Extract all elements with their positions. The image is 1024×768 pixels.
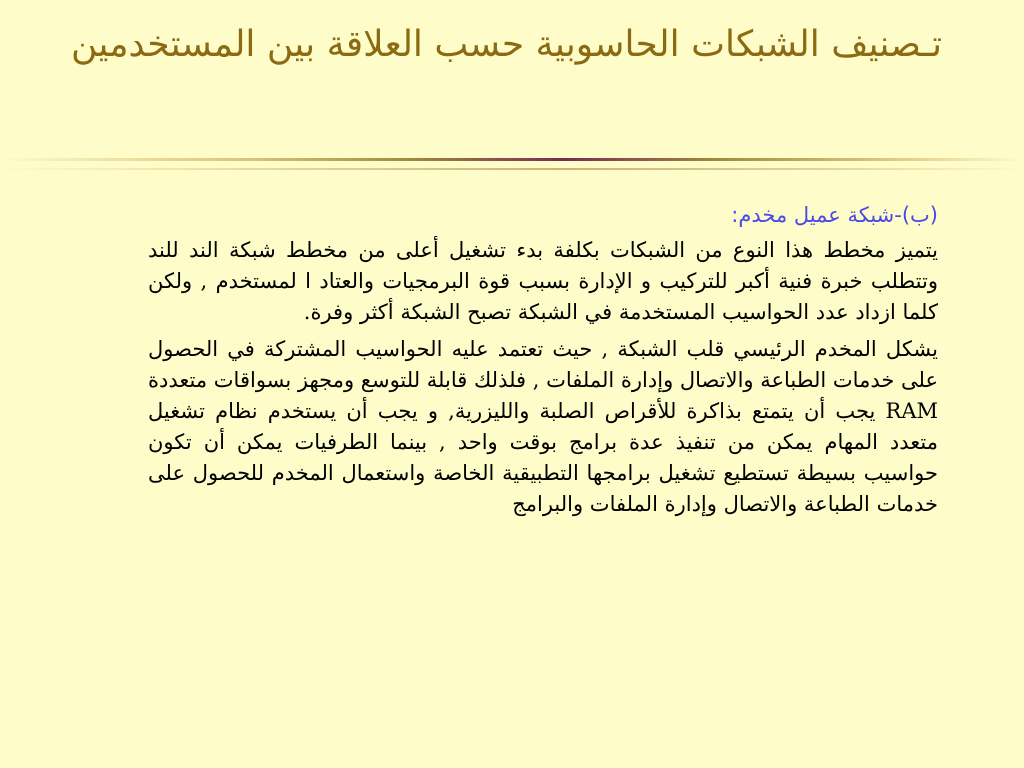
section-subheading: (ب)-شبكة عميل مخدم: <box>731 203 938 227</box>
paragraph-server: يشكل المخدم الرئيسي قلب الشبكة , حيث تعتمد عليه الحواسيب المشتركة في الحصول على خدمات الطباعة والاتصال وإدارة الملفات , فلذلك قابلة للتوسع ومجهز بسواقات متعددة RAM يجب أن يتمتع بذاكرة للأقراص الصلبة والليزرية, و يجب أن يستخدم نظام تشغيل متعدد المهام يمكن من تنفيذ عدة برامج بوقت واحد , بينما الطرفيات يمكن أن تكون حواسيب بسيطة تستطيع تشغيل برامجها التطبيقية الخاصة واستعمال المخدم للحصول على خدمات الطباعة والاتصال وإدارة الملفات والبرامج <box>148 337 938 516</box>
paragraph-intro: يتميز مخطط هذا النوع من الشبكات بكلفة بدء تشغيل أعلى من مخطط شبكة الند للند وتتطلب خبرة فنية أكبر للتركيب و الإدارة بسبب قوة البرمجيات والعتاد ا لمستخدم , ولكن كلما ازداد عدد الحواسيب المستخدمة في الشبكة تصبح الشبكة أكثر وفرة. <box>148 238 938 324</box>
title-divider-line <box>0 158 1024 161</box>
slide-title: تـصنيف الشبكات الحاسوبية حسب العلاقة بين المستخدمين <box>70 24 942 65</box>
slide-body <box>148 200 938 526</box>
title-divider-line-secondary <box>0 168 1024 170</box>
